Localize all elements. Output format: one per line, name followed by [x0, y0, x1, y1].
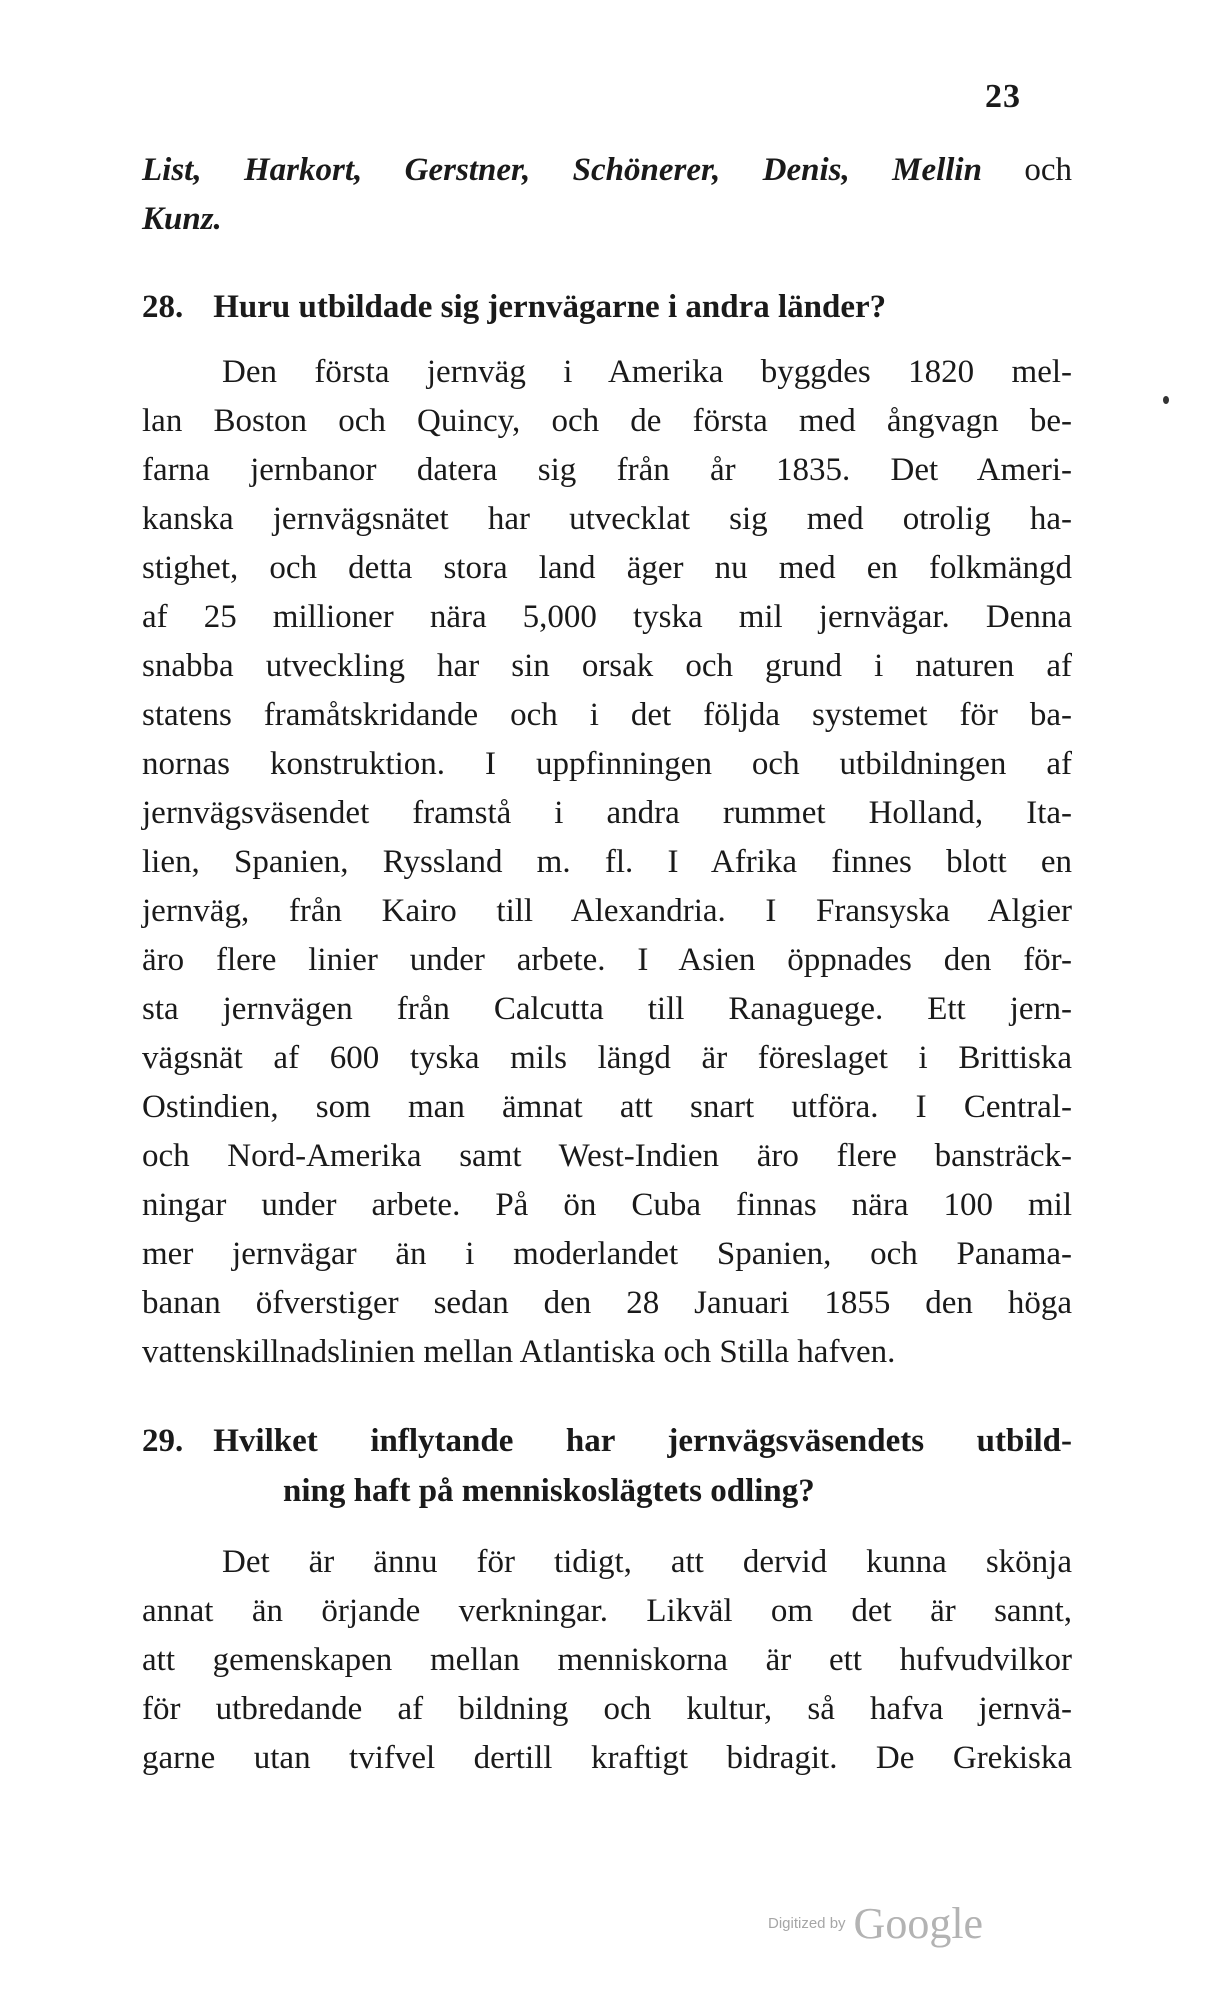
ink-speck [1163, 396, 1169, 404]
text-line: jernvägsväsendet framstå i andra rummet Holland, Ita- [142, 795, 1072, 831]
authors-line-1 [142, 148, 1072, 192]
heading-line: Hvilket inflytande har jernvägsväsendets utbild- [213, 1423, 1072, 1459]
text-line: och Nord-Amerika samt West-Indien äro flere bansträck- [142, 1138, 1072, 1174]
digitized-by-label: Digitized by [768, 1915, 846, 1932]
text-line: att gemenskapen mellan menniskorna är ett hufvudvilkor [142, 1642, 1072, 1678]
google-logo: Google [853, 1899, 984, 1948]
section-number: 29. [142, 1423, 184, 1459]
text-line: jernväg, från Kairo till Alexandria. I Fransyska Algier [142, 893, 1072, 929]
page-number: 23 [985, 78, 1021, 115]
text-line: mer jernvägar än i moderlandet Spanien, och Panama- [142, 1236, 1072, 1272]
text-line: Den första jernväg i Amerika byggdes 1820 mel- [222, 354, 1072, 390]
text-line: farna jernbanor datera sig från år 1835. Det Ameri- [142, 452, 1072, 488]
text-line: Det är ännu för tidigt, att dervid kunna skönja [222, 1544, 1072, 1580]
digitization-watermark [768, 1898, 983, 1949]
author-names: List, Harkort, Gerstner, Schönerer, Denis, Mellin [142, 152, 982, 188]
section-heading [142, 1418, 1072, 1464]
authors-line-2: Kunz. [142, 201, 222, 237]
text-line: banan öfverstiger sedan den 28 Januari 1855 den höga [142, 1285, 1072, 1321]
section-number: 28. [142, 289, 184, 325]
text-line: Ostindien, som man ämnat att snart utföra. I Central- [142, 1089, 1072, 1125]
text-line: garne utan tvifvel dertill kraftigt bidragit. De Grekiska [142, 1740, 1072, 1776]
text-line: kanska jernvägsnätet har utvecklat sig med otrolig ha- [142, 501, 1072, 537]
text-line: stighet, och detta stora land äger nu med en folkmängd [142, 550, 1072, 586]
text-line: annat än örjande verkningar. Likväl om det är sannt, [142, 1593, 1072, 1629]
text-line: sta jernvägen från Calcutta till Ranaguege. Ett jern- [142, 991, 1072, 1027]
text-line: snabba utveckling har sin orsak och grund i naturen af [142, 648, 1072, 684]
text-line: af 25 millioner nära 5,000 tyska mil jernvägar. Denna [142, 599, 1072, 635]
text-line: äro flere linier under arbete. I Asien öppnades den för- [142, 942, 1072, 978]
text-line: statens framåtskridande och i det följda systemet för ba- [142, 697, 1072, 733]
heading-line: Huru utbildade sig jernvägarne i andra länder? [213, 289, 887, 325]
text-line: ningar under arbete. På ön Cuba finnas nära 100 mil [142, 1187, 1072, 1223]
text-line: vägsnät af 600 tyska mils längd är föreslaget i Brittiska [142, 1040, 1072, 1076]
section-heading-continued: ning haft på menniskoslägtets odling? [283, 1473, 815, 1509]
authors-conjunction: och [1024, 152, 1073, 188]
text-line: nornas konstruktion. I uppfinningen och utbildningen af [142, 746, 1072, 782]
text-line: lien, Spanien, Ryssland m. fl. I Afrika finnes blott en [142, 844, 1072, 880]
text-line: vattenskillnadslinien mellan Atlantiska och Stilla hafven. [142, 1334, 896, 1370]
text-line: för utbredande af bildning och kultur, så hafva jernvä- [142, 1691, 1072, 1727]
text-line: lan Boston och Quincy, och de första med ångvagn be- [142, 403, 1072, 439]
section-heading [142, 284, 886, 330]
